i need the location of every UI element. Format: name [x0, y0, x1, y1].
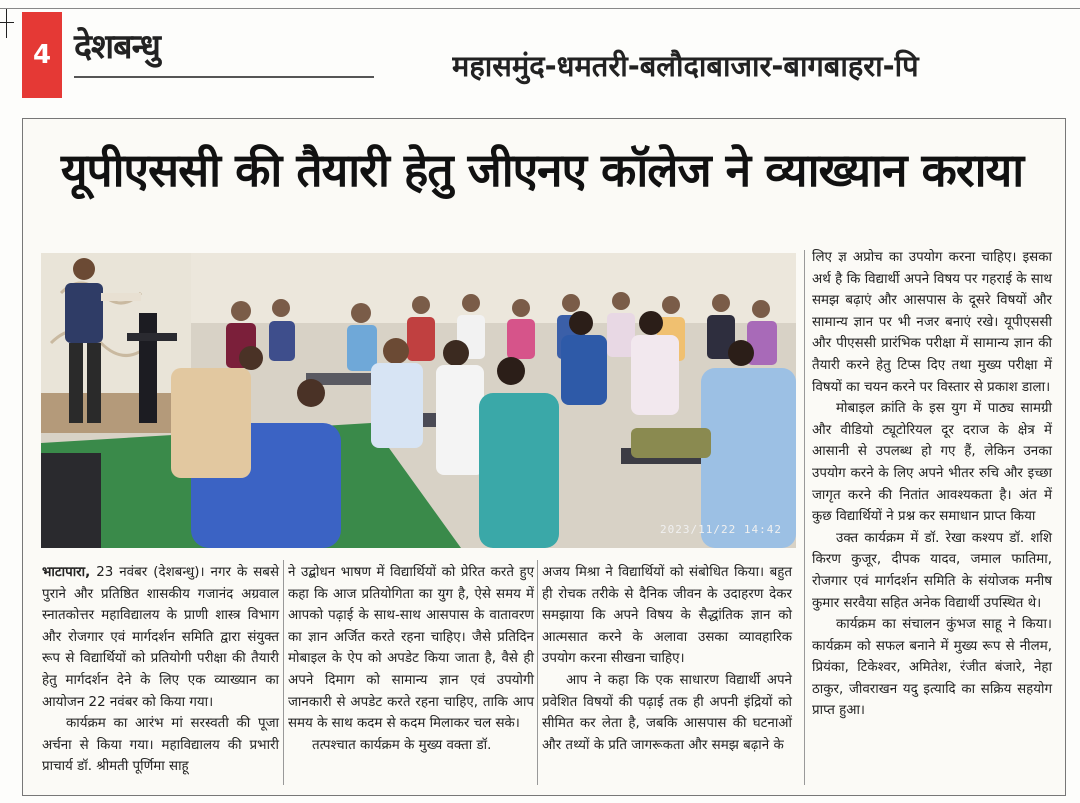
photo-timestamp: 2023/11/22 14:42 — [660, 523, 782, 536]
masthead-rule — [74, 76, 374, 78]
paragraph: ने उद्बोधन भाषण में विद्यार्थियों को प्रेरित करते हुए कहा कि आज प्रतियोगिता का युग है, ऐसे समय में आपको पढ़ाई के साथ-साथ आसपास के वातावरण का ज्ञान अर्जित करते रहना चाहिए। जैसे प्रतिदिन मोबाइल के ऐप को अपडेट किया जाता है, वैसे ही अपने दिमाग को सामान्य ज्ञान एवं उपयोगी जानकारी से अपडेट करते रहना चाहिए, ताकि आप समय के साथ कदम से कदम मिलाकर चल सके। — [288, 565, 534, 732]
article-photo — [41, 253, 796, 548]
article-column-4 — [812, 247, 1052, 722]
paragraph: उक्त कार्यक्रम में डॉ. रेखा कश्यप डॉ. शशि किरण कुजूर, दीपक यादव, जमाल फातिमा, रोजगार एवं मार्गदर्शन समिति के संयोजक मनीष कुमार सरवैया सहित अनेक विद्यार्थी उपस्थित थे। — [812, 530, 1052, 611]
paragraph: कार्यक्रम का आरंभ मां सरस्वती की पूजा अर्चना से किया गया। महाविद्यालय की प्रभारी प्राचार्य डॉ. श्रीमती पूर्णिमा साहू — [42, 716, 279, 775]
paragraph: तत्पश्चात कार्यक्रम के मुख्य वक्ता डॉ. — [312, 737, 492, 753]
paragraph: कार्यक्रम का संचालन कुंभज साहू ने किया। कार्यक्रम को सफल बनाने में मुख्य रूप से नीलम, प्रियंका, टिकेश्वर, अमितेश, रंजीत बंजारे, नेहा ठाकुर, जीवराखन यदु इत्यादि का सक्रिय सहयोग प्राप्त हुआ। — [812, 617, 1052, 719]
article-column-2 — [288, 562, 534, 756]
newspaper-masthead: देशबन्धु — [74, 27, 160, 67]
column-divider — [283, 560, 284, 785]
paragraph: लिए ज्ञ अप्रोच का उपयोग करना चाहिए। इसका अर्थ है कि विद्यार्थी अपने विषय पर गहराई के साथ समझ बढ़ाएं और आसपास के दूसरे विषयों और सामान्य ज्ञान पर भी नजर बनाएं रखे। यूपीएससी और पीएससी प्रारंभिक परीक्षा में सामान्य ज्ञान की तैयारी करने हेतु टिप्स दिए तथा मुख्य परीक्षा में विषयों का चयन करने पर विस्तार से प्रकाश डाला। — [812, 250, 1052, 395]
paragraph: आप ने कहा कि एक साधारण विद्यार्थी अपने प्रवेशित विषयों की पढ़ाई तक ही अपनी इंद्रियों को सीमित कर लेता है, जबकि आसपास की घटनाओं और तथ्यों के प्रति जागरूकता और समझ बढ़ाने के — [542, 672, 792, 753]
top-rule — [0, 8, 1080, 9]
dateline: भाटापारा, — [42, 565, 91, 580]
article-column-3 — [542, 562, 792, 756]
lecture-hall-photo — [41, 253, 796, 548]
column-divider — [804, 250, 805, 785]
paragraph: मोबाइल क्रांति के इस युग में पाठ्य सामग्री और वीडियो ट्यूटोरियल दूर दराज के क्षेत्र में आसानी से उपलब्ध हो गए हैं, लेकिन उनका उपयोग करने के लिए अपने भीतर रुचि और इच्छा जागृत करने की नितांत आवश्यकता है। अंत में कुछ विद्यार्थियों ने प्रश्न कर समाधान प्राप्त किया — [812, 401, 1052, 525]
article-column-1 — [42, 562, 279, 778]
paragraph: अजय मिश्रा ने विद्यार्थियों को संबोधित किया। बहुत ही रोचक तरीके से दैनिक जीवन के उदाहरण देकर समझाया कि अपने विषय के सैद्धांतिक ज्ञान को आत्मसात करने के अलावा उसका व्यावहारिक उपयोग करना सीखना चाहिए। — [542, 565, 792, 667]
article-headline: यूपीएससी की तैयारी हेतु जीएनए कॉलेज ने व्याख्यान कराया — [60, 143, 1024, 197]
page-number-badge: 4 — [22, 12, 62, 98]
region-header: महासमुंद-धमतरी-बलौदाबाजार-बागबाहरा-पि — [452, 49, 919, 83]
column-divider — [537, 560, 538, 785]
paragraph: 23 नवंबर (देशबन्धु)। नगर के सबसे पुराने और प्रतिष्ठित शासकीय गजानंद अग्रवाल स्नातकोत्तर महाविद्यालय के प्राणी शास्त्र विभाग और रोजगार एवं मार्गदर्शन समिति द्वारा संयुक्त रूप से विद्यार्थियों को प्रतियोगी परीक्षा की तैयारी हेतु मार्गदर्शन देने के लिए एक व्याख्यान का आयोजन 22 नवंबर को किया गया। — [42, 565, 279, 710]
crop-mark — [0, 0, 14, 40]
